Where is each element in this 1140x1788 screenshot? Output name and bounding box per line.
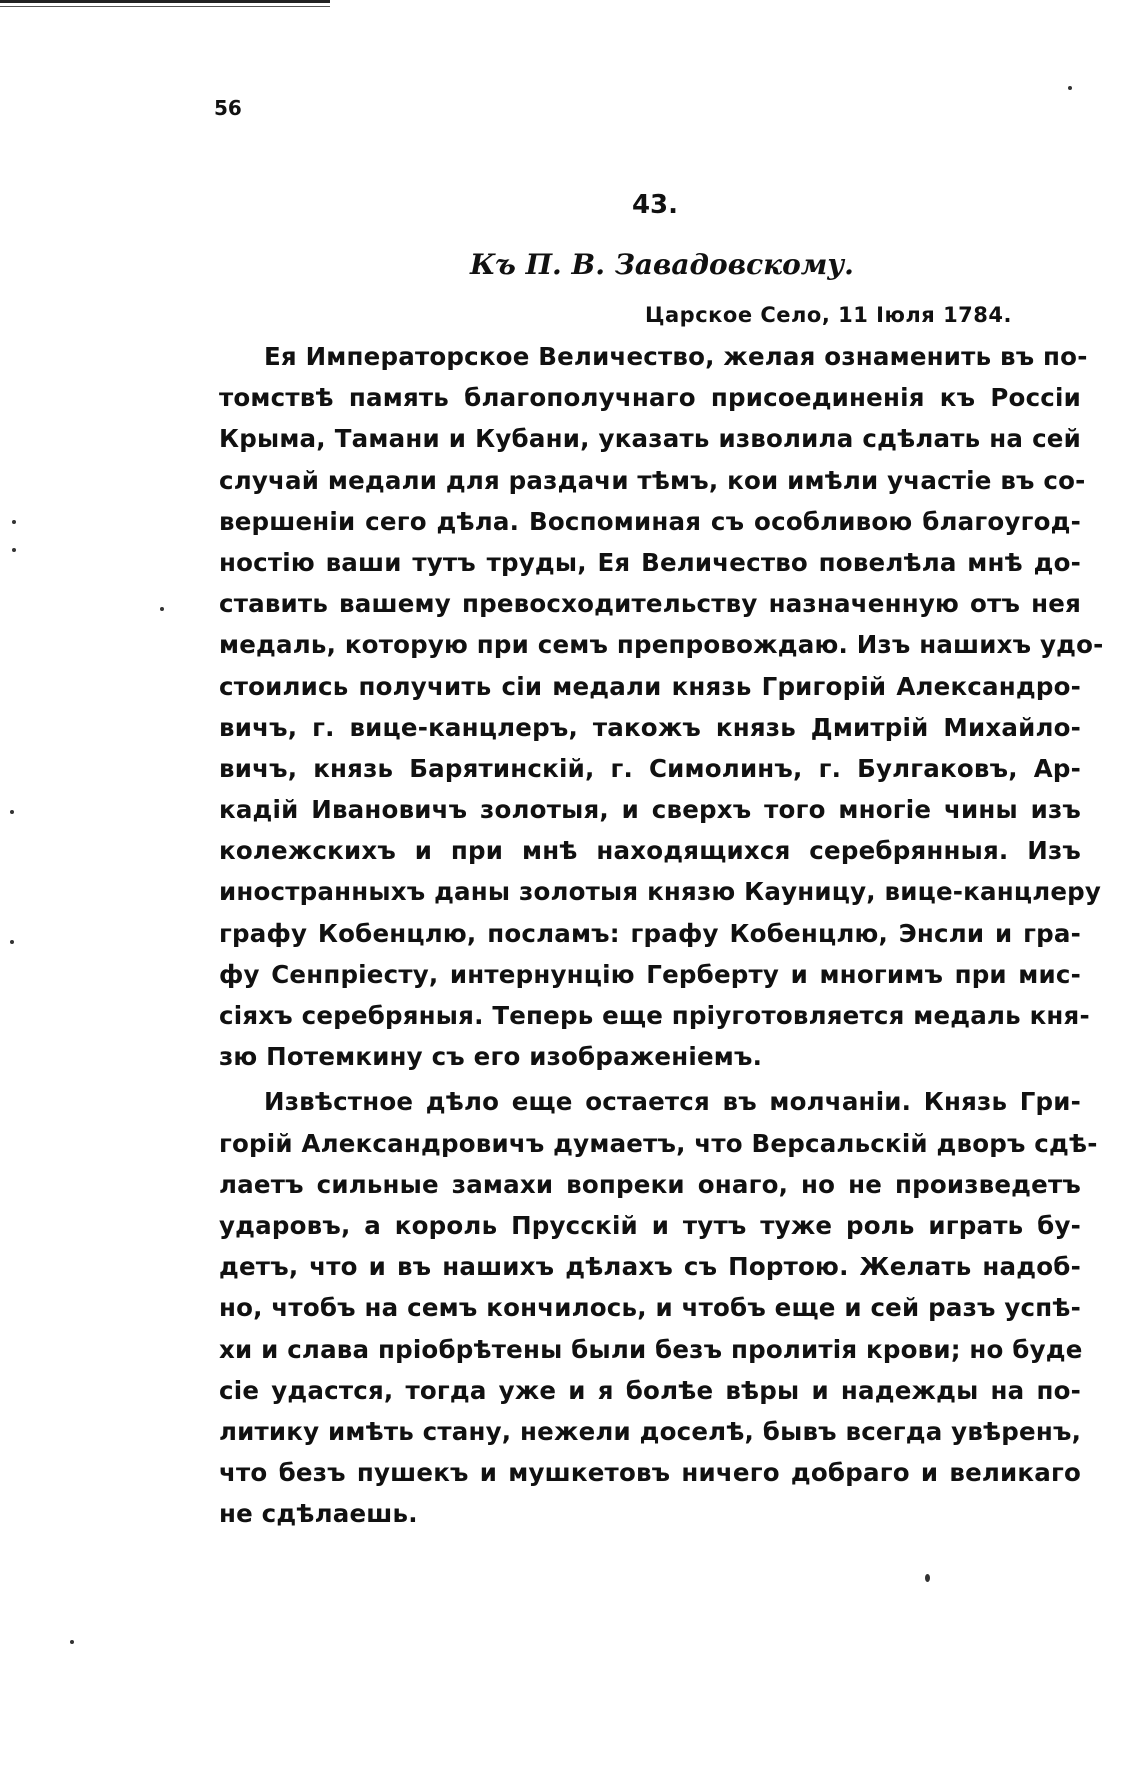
letter-body (219, 336, 1104, 1534)
scan-speck (70, 1640, 74, 1644)
top-rule-thin (0, 6, 330, 7)
text-line: ударовъ, а король Прусскій и тутъ туже роль играть бу- (219, 1210, 1081, 1240)
text-line: не сдѣлаешь. (219, 1499, 418, 1529)
text-line: медаль, которую при семъ препровождаю. Изъ нашихъ удо- (219, 630, 1104, 660)
scan-speck (10, 810, 14, 814)
scan-speck (925, 1574, 930, 1582)
text-line: вичъ, князь Барятинскій, г. Симолинъ, г. Булгаковъ, Ар- (219, 753, 1081, 783)
text-line: сіе удастся, тогда уже и я болѣе вѣры и надежды на по- (219, 1375, 1081, 1405)
text-line: колежскихъ и при мнѣ находящихся серебрянныя. Изъ (219, 836, 1081, 866)
text-line: Крыма, Тамани и Кубани, указать изволила сдѣлать на сей (219, 424, 1081, 454)
text-line: ностію ваши тутъ труды, Ея Величество повелѣла мнѣ до- (219, 547, 1081, 577)
paragraph-2 (219, 1081, 1098, 1534)
scan-speck (160, 607, 164, 611)
text-line: Извѣстное дѣло еще остается въ молчаніи. Князь Гри- (264, 1087, 1081, 1117)
text-line: вичъ, г. вице-канцлеръ, такожъ князь Дмитрій Михайло- (219, 712, 1081, 742)
text-line: фу Сенпріесту, интернунцію Герберту и многимъ при мис- (219, 959, 1081, 989)
paragraph-1 (219, 336, 1104, 1077)
text-line: случай медали для раздачи тѣмъ, кои имѣли участіе въ со- (219, 465, 1086, 495)
scan-speck (1068, 86, 1072, 90)
scan-speck (12, 548, 16, 552)
text-line: литику имѣть стану, нежели доселѣ, бывъ всегда увѣренъ, (219, 1416, 1082, 1446)
text-line: зю Потемкину съ его изображеніемъ. (219, 1042, 763, 1072)
text-line: лаетъ сильные замахи вопреки онаго, но не произведетъ (219, 1169, 1081, 1199)
text-line: что безъ пушекъ и мушкетовъ ничего добраго и великаго (219, 1458, 1081, 1488)
text-line: детъ, что и въ нашихъ дѣлахъ съ Портою. Желать надоб- (219, 1252, 1081, 1282)
text-line: иностранныхъ даны золотыя князю Кауницу, вице-канцлеру (219, 877, 1102, 907)
scan-speck (12, 520, 16, 524)
text-line: вершеніи сего дѣла. Воспоминая съ особливою благоугод- (219, 506, 1081, 536)
text-line: горій Александровичъ думаетъ, что Версальскій дворъ сдѣ- (219, 1128, 1098, 1158)
addressee-heading: Къ П. В. Завадовскому. (470, 248, 854, 281)
page-number: 56 (214, 96, 242, 120)
text-line: стоились получить сіи медали князь Григорій Александро- (219, 671, 1081, 701)
text-line: томствѣ память благополучнаго присоединенія къ Россіи (219, 383, 1081, 413)
text-line: хи и слава пріобрѣтены были безъ пролитія крови; но буде (219, 1334, 1083, 1364)
text-line: графу Кобенцлю, посламъ: графу Кобенцлю, Энсли и гра- (219, 918, 1081, 948)
scan-speck (10, 940, 14, 944)
text-line: но, чтобъ на семъ кончилось, и чтобъ еще и сей разъ успѣ- (219, 1293, 1081, 1323)
text-line: ставить вашему превосходительству назначенную отъ нея (219, 589, 1081, 619)
top-rule (0, 0, 330, 3)
text-line: сіяхъ серебряныя. Теперь еще пріуготовляется медаль кня- (219, 1001, 1090, 1030)
place-date-line: Царское Село, 11 Іюля 1784. (645, 303, 1012, 327)
letter-number: 43. (631, 190, 679, 220)
text-line: Ея Императорское Величество, желая ознаменить въ по- (264, 342, 1088, 371)
text-line: кадій Ивановичъ золотыя, и сверхъ того многіе чины изъ (219, 795, 1081, 825)
